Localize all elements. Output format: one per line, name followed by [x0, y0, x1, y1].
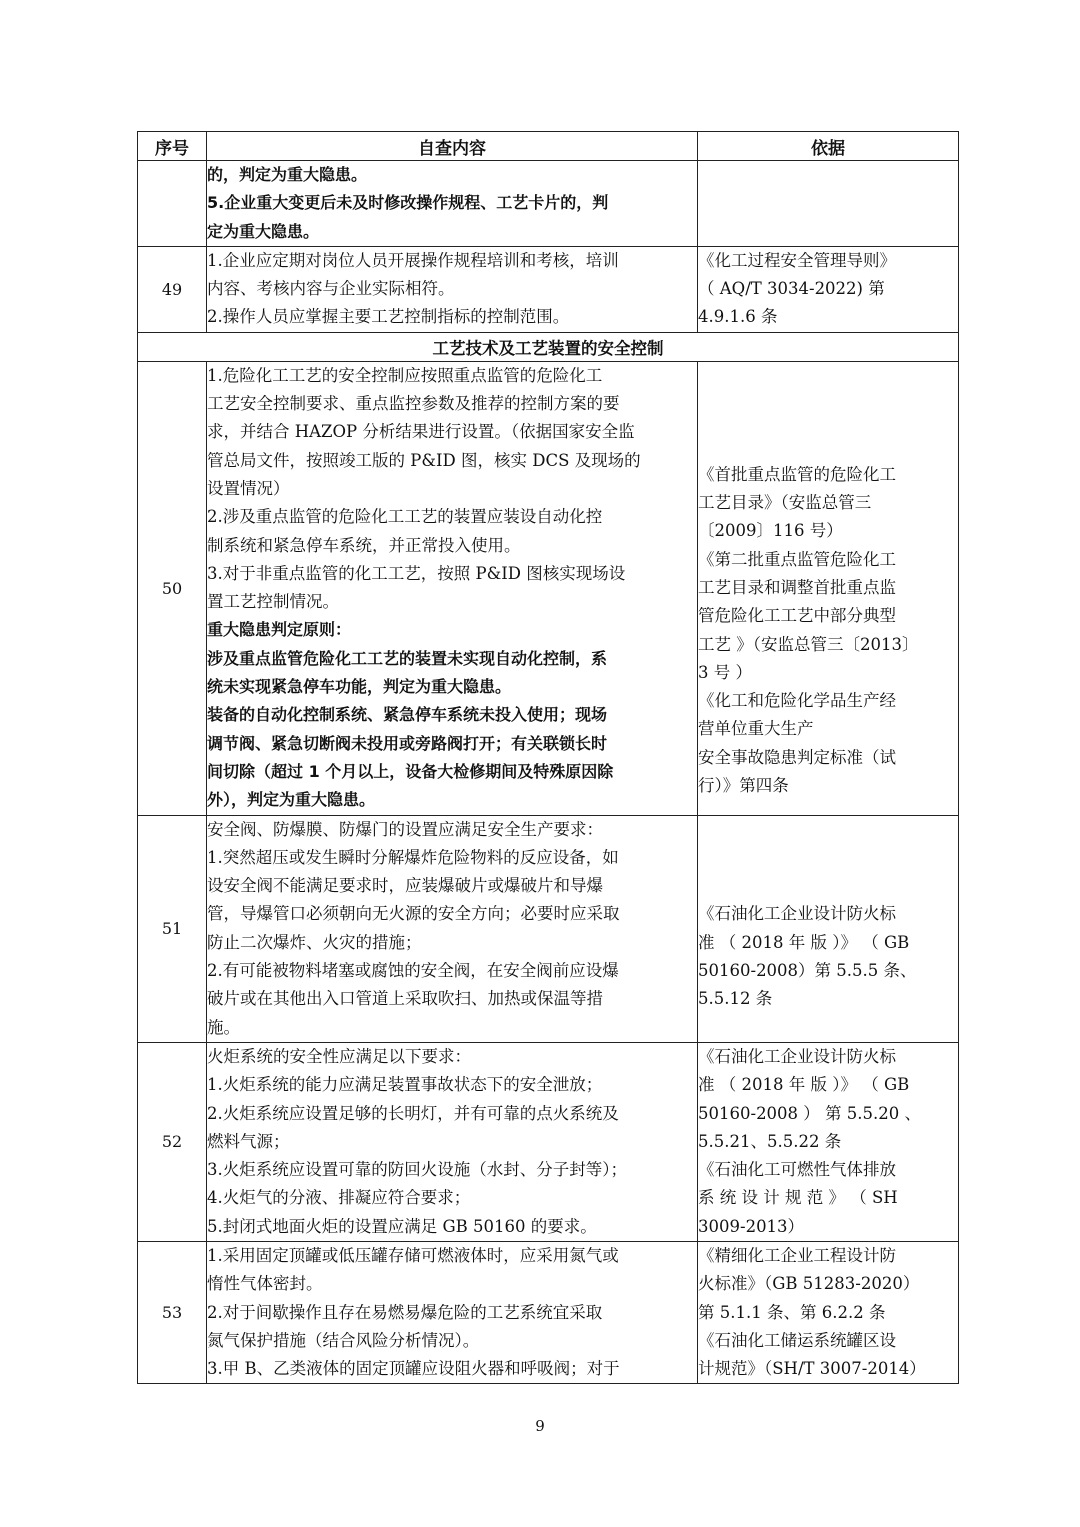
basis-line: 3009-2013） — [698, 1216, 805, 1236]
self-check-table — [137, 131, 959, 1384]
content-line: 2.对于间歇操作且存在易燃易爆危险的工艺系统宜采取 — [207, 1302, 603, 1322]
basis-line: 50160-2008）第 5.5.5 条、 — [698, 961, 917, 981]
content-line: 的，判定为重大隐患。 — [207, 165, 368, 184]
row-basis — [698, 815, 959, 1042]
table-header-row — [138, 132, 959, 161]
section-row — [138, 332, 959, 361]
content-line: 工艺安全控制要求、重点监控参数及推荐的控制方案的要 — [207, 394, 620, 414]
table-row — [138, 161, 959, 247]
basis-line: 工艺 》（安监总管三〔2013〕 — [698, 634, 919, 654]
row-content — [207, 361, 698, 815]
content-line: 施。 — [207, 1017, 240, 1037]
content-line: 管，导爆管口必须朝向无火源的安全方向；必要时应采取 — [207, 904, 620, 924]
table-row — [138, 815, 959, 1042]
row-basis — [698, 361, 959, 815]
row-content — [207, 1042, 698, 1241]
row-basis — [698, 246, 959, 332]
content-line: 3.甲 B、乙类液体的固定顶罐应设阻火器和呼吸阀；对于 — [207, 1359, 620, 1379]
header-num: 序号 — [138, 132, 207, 161]
row-number — [138, 161, 207, 247]
content-line: 间切除（超过 1 个月以上，设备大检修期间及特殊原因除 — [207, 761, 614, 781]
table-body-bottom — [138, 361, 959, 1384]
content-line: 5.封闭式地面火炬的设置应满足 GB 50160 的要求。 — [207, 1216, 597, 1236]
content-line: 2.操作人员应掌握主要工艺控制指标的控制范围。 — [207, 307, 570, 327]
basis-line: 50160-2008 ） 第 5.5.20 、 — [698, 1103, 922, 1123]
content-line: 5.企业重大变更后未及时修改操作规程、工艺卡片的，判 — [207, 193, 609, 213]
basis-line: 第 5.1.1 条、第 6.2.2 条 — [698, 1302, 886, 1322]
basis-line: 5.5.21、5.5.22 条 — [698, 1131, 842, 1151]
content-line: 1.企业应定期对岗位人员开展操作规程培训和考核，培训 — [207, 250, 619, 270]
row-content — [207, 246, 698, 332]
content-line: 2.火炬系统应设置足够的长明灯，并有可靠的点火系统及 — [207, 1103, 619, 1123]
basis-line: 〔2009〕116 号） — [698, 521, 843, 541]
basis-line: 《石油化工储运系统罐区设 — [698, 1330, 896, 1350]
content-line: 1.火炬系统的能力应满足装置事故状态下的安全泄放； — [207, 1075, 603, 1095]
header-content: 自查内容 — [207, 132, 698, 161]
content-line: 重大隐患判定原则： — [207, 620, 352, 640]
content-line: 2.有可能被物料堵塞或腐蚀的安全阀，在安全阀前应设爆 — [207, 961, 619, 981]
basis-line: 4.9.1.6 条 — [698, 307, 778, 327]
content-line: 3.火炬系统应设置可靠的防回火设施（水封、分子封等）； — [207, 1160, 627, 1180]
row-basis — [698, 161, 959, 247]
content-line: 安全阀、防爆膜、防爆门的设置应满足安全生产要求： — [207, 819, 603, 839]
basis-line: 《化工和危险化学品生产经 — [698, 691, 896, 711]
content-line: 2.涉及重点监管的危险化工工艺的装置应装设自动化控 — [207, 507, 603, 527]
page-number: 9 — [535, 1417, 545, 1435]
basis-line: 火标准》（GB 51283-2020） — [698, 1274, 920, 1294]
content-line: 防止二次爆炸、火灾的措施； — [207, 932, 422, 952]
basis-line: 工艺目录和调整首批重点监 — [698, 578, 896, 597]
basis-line: 《石油化工可燃性气体排放 — [698, 1160, 896, 1180]
content-line: 求，并结合 HAZOP 分析结果进行设置。（依据国家安全监 — [207, 422, 635, 442]
table-row — [138, 246, 959, 332]
content-line: 涉及重点监管危险化工工艺的装置未实现自动化控制，系 — [207, 648, 608, 668]
basis-line: 安全事故隐患判定标准（试 — [698, 747, 896, 767]
basis-line: 《第二批重点监管危险化工 — [698, 549, 896, 569]
row-number: 51 — [138, 815, 207, 1042]
basis-line: 《石油化工企业设计防火标 — [698, 904, 896, 924]
row-basis — [698, 1042, 959, 1241]
content-line: 置工艺控制情况。 — [207, 592, 339, 612]
basis-line: 计规范》（SH/T 3007-2014） — [698, 1359, 926, 1379]
content-line: 1.突然超压或发生瞬时分解爆炸危险物料的反应设备，如 — [207, 847, 619, 867]
content-line: 管总局文件，按照竣工版的 P&ID 图，核实 DCS 及现场的 — [207, 450, 641, 470]
content-line: 4.火炬气的分液、排凝应符合要求； — [207, 1188, 471, 1208]
table-body-top — [138, 161, 959, 333]
basis-line: （ AQ/T 3034-2022) 第 — [698, 279, 885, 299]
section-title: 工艺技术及工艺装置的安全控制 — [138, 332, 959, 361]
content-line: 外），判定为重大隐患。 — [207, 790, 376, 810]
table-row — [138, 1042, 959, 1241]
table-row — [138, 361, 959, 815]
basis-line — [698, 844, 958, 872]
basis-line: 行）》第四条 — [698, 776, 789, 796]
basis-line: 《化工过程安全管理导则》 — [698, 250, 896, 270]
content-line: 燃料气源； — [207, 1131, 290, 1151]
basis-line: 系 统 设 计 规 范 》 （ SH — [698, 1188, 898, 1208]
basis-line — [698, 433, 958, 461]
basis-line: 3 号 ） — [698, 662, 752, 682]
content-line: 调节阀、紧急切断阀未投用或旁路阀打开；有关联锁长时 — [207, 733, 608, 753]
row-content — [207, 815, 698, 1042]
content-line: 1.危险化工工艺的安全控制应按照重点监管的危险化工 — [207, 365, 603, 385]
content-line: 制系统和紧急停车系统，并正常投入使用。 — [207, 535, 521, 555]
basis-line: 准 （ 2018 年 版 ）》 （ GB — [698, 1075, 910, 1095]
content-line: 内容、考核内容与企业实际相符。 — [207, 279, 455, 299]
row-number: 49 — [138, 246, 207, 332]
content-line: 惰性气体密封。 — [207, 1274, 323, 1294]
row-number: 53 — [138, 1241, 207, 1383]
content-line: 3.对于非重点监管的化工工艺，按照 P&ID 图核实现场设 — [207, 563, 626, 583]
content-line: 定为重大隐患。 — [207, 221, 320, 241]
basis-line: 《精细化工企业工程设计防 — [698, 1245, 896, 1265]
basis-line — [698, 376, 958, 404]
row-number: 50 — [138, 361, 207, 815]
basis-line: 5.5.12 条 — [698, 989, 773, 1009]
content-line: 破片或在其他出入口管道上采取吹扫、加热或保温等措 — [207, 989, 603, 1009]
row-basis — [698, 1241, 959, 1383]
basis-line: 工艺目录》（安监总管三 — [698, 493, 872, 513]
basis-line: 营单位重大生产 — [698, 719, 814, 739]
row-content — [207, 1241, 698, 1383]
basis-line: 准 （ 2018 年 版 ）》 （ GB — [698, 932, 910, 952]
content-line: 1.采用固定顶罐或低压罐存储可燃液体时，应采用氮气或 — [207, 1245, 619, 1265]
basis-line: 《首批重点监管的危险化工 — [698, 464, 896, 484]
row-content — [207, 161, 698, 247]
basis-line: 《石油化工企业设计防火标 — [698, 1046, 896, 1066]
basis-line — [698, 404, 958, 432]
content-line: 设安全阀不能满足要求时，应装爆破片或爆破片和导爆 — [207, 876, 603, 896]
table-row — [138, 1241, 959, 1383]
content-line: 统未实现紧急停车功能，判定为重大隐患。 — [207, 677, 512, 697]
header-basis: 依据 — [698, 132, 959, 161]
content-line: 装备的自动化控制系统、紧急停车系统未投入使用；现场 — [207, 705, 608, 725]
row-number: 52 — [138, 1042, 207, 1241]
content-line: 氮气保护措施（结合风险分析情况）。 — [207, 1330, 480, 1350]
basis-line: 管危险化工工艺中部分典型 — [698, 606, 896, 626]
content-line: 火炬系统的安全性应满足以下要求： — [207, 1046, 471, 1066]
basis-line — [698, 872, 958, 900]
content-line: 设置情况） — [207, 478, 290, 498]
